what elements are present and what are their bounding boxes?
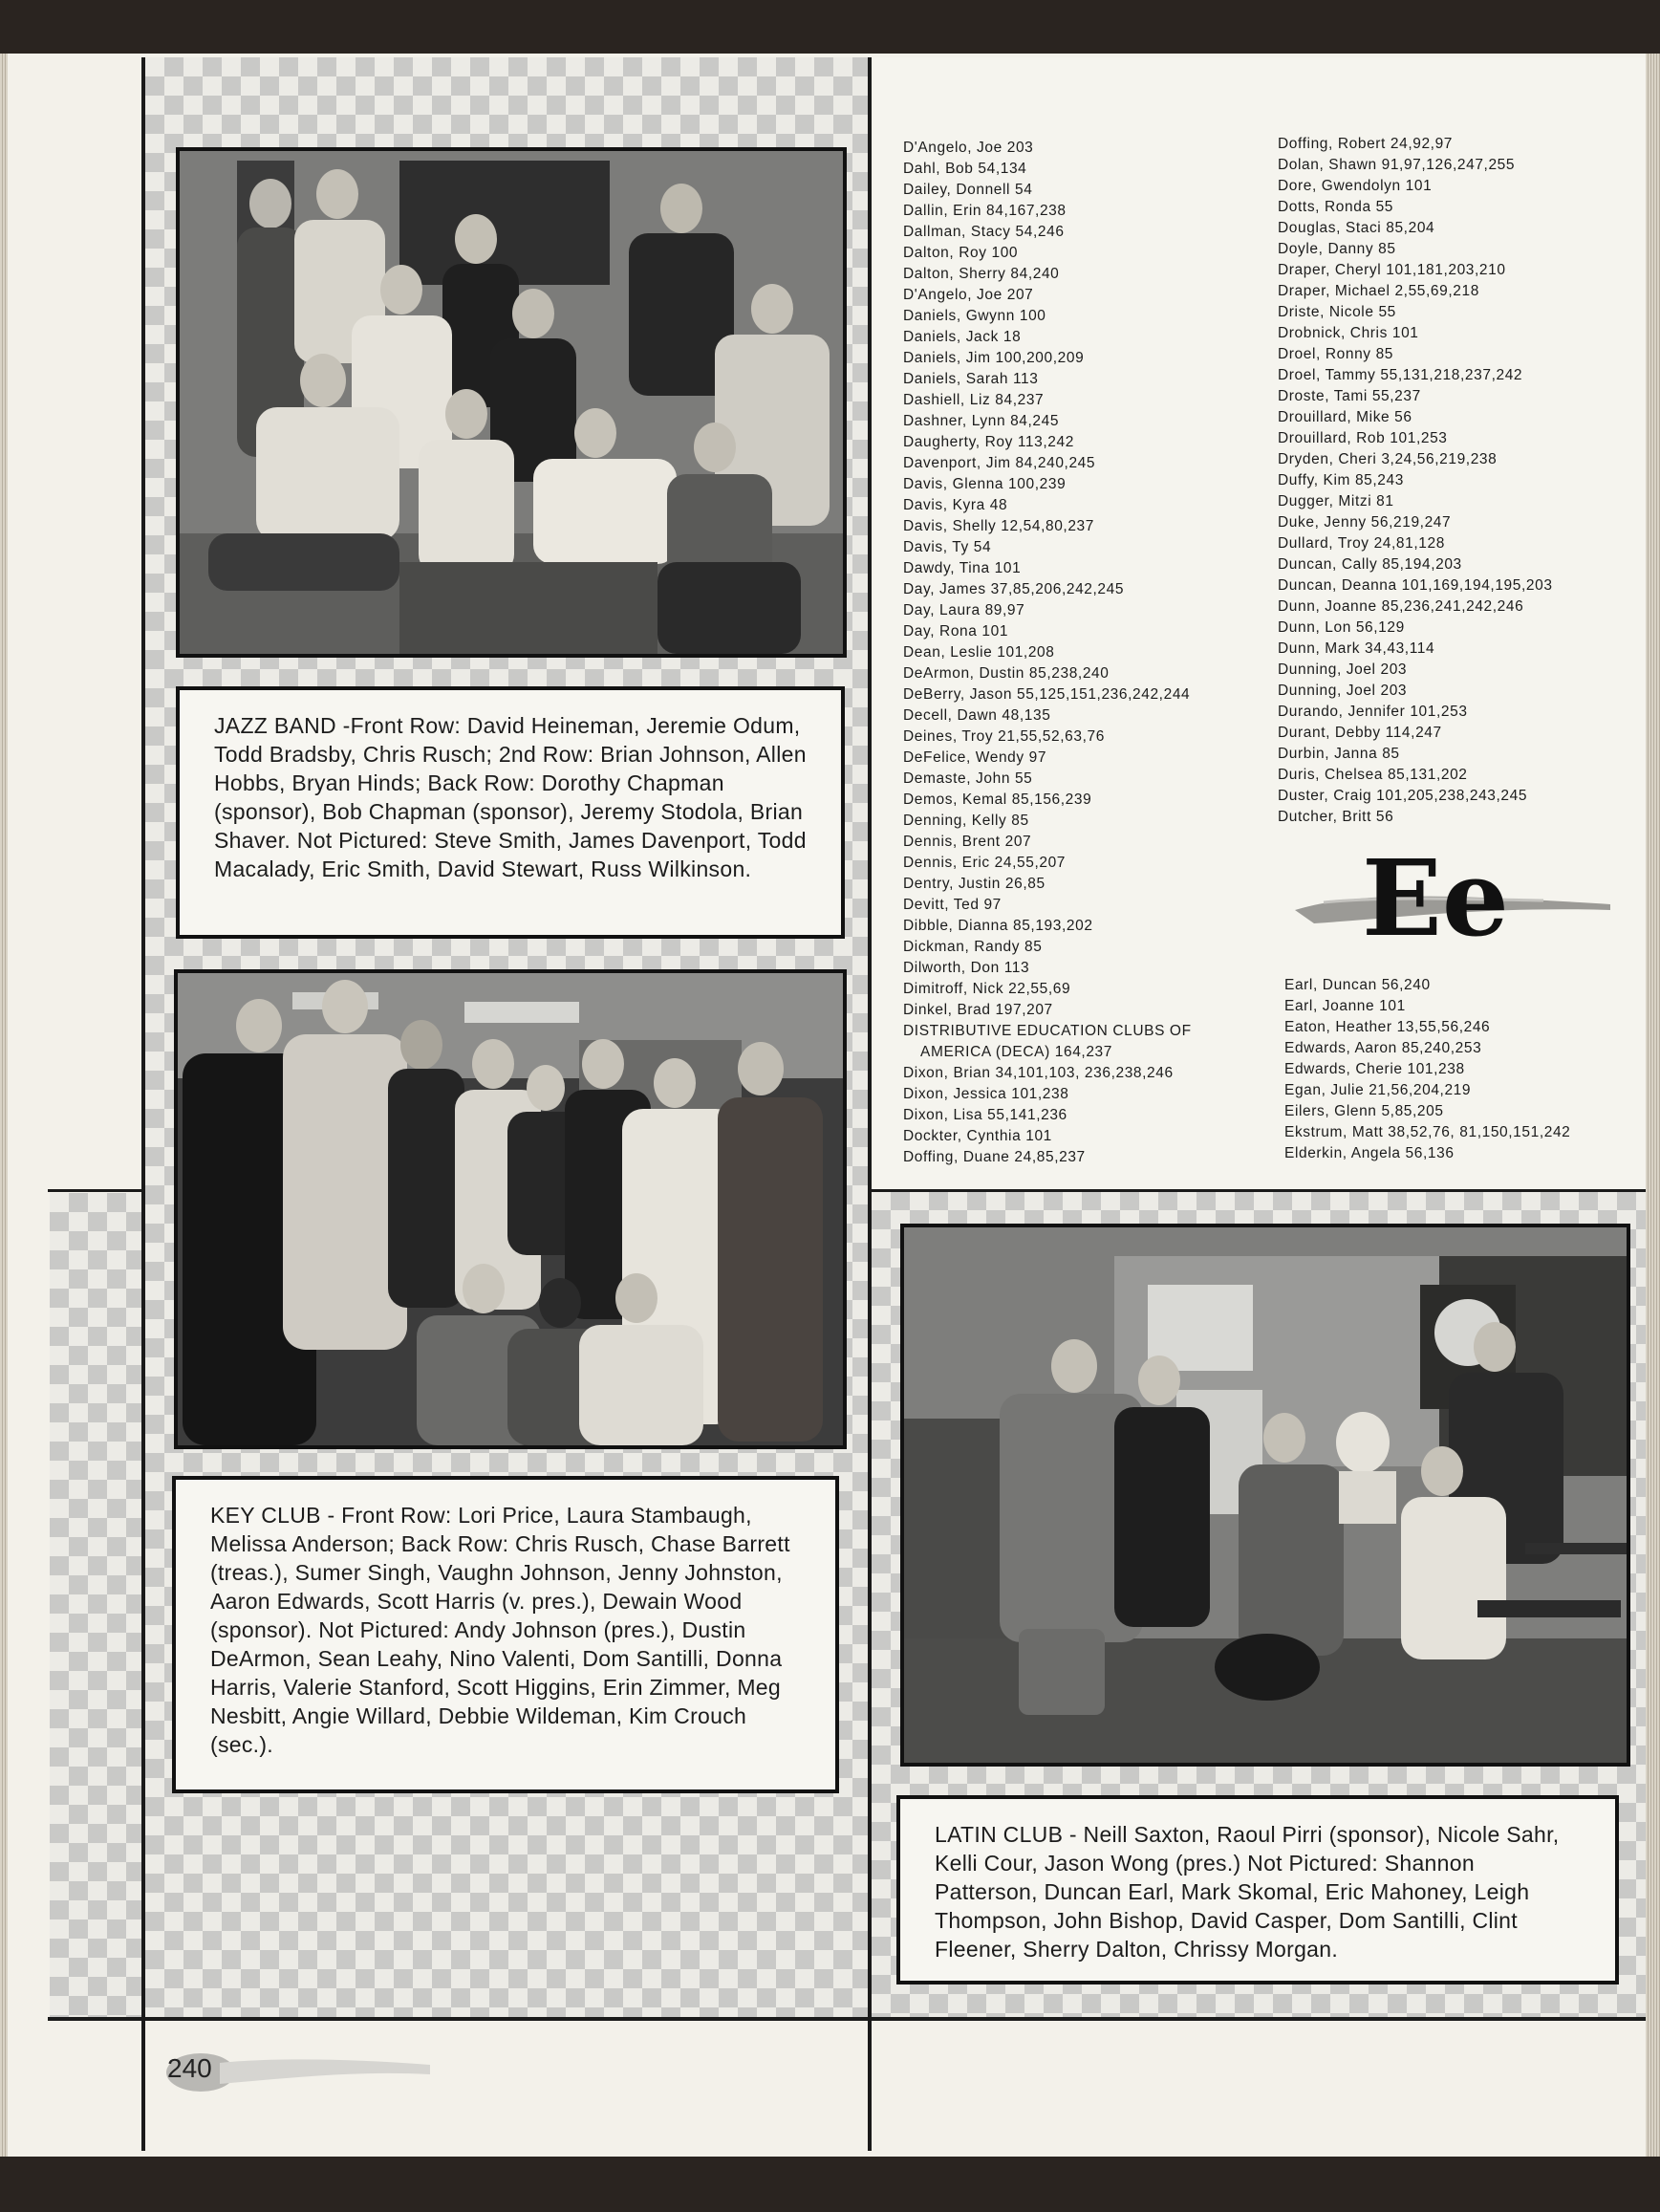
index-entry: Davis, Kyra 48 xyxy=(903,497,1008,513)
index-entry: Elderkin, Angela 56,136 xyxy=(1284,1145,1455,1161)
index-entry: Davenport, Jim 84,240,245 xyxy=(903,455,1096,471)
index-entry: Durando, Jennifer 101,253 xyxy=(1278,704,1468,720)
index-entry: Dean, Leslie 101,208 xyxy=(903,644,1055,661)
index-entry: Earl, Duncan 56,240 xyxy=(1284,977,1431,993)
index-entry: DeBerry, Jason 55,125,151,236,242,244 xyxy=(903,686,1191,703)
index-entry: Dore, Gwendolyn 101 xyxy=(1278,178,1433,194)
index-entry: Dailey, Donnell 54 xyxy=(903,182,1033,198)
index-entry: Edwards, Cherie 101,238 xyxy=(1284,1061,1465,1077)
key-club-caption-text: KEY CLUB - Front Row: Lori Price, Laura Stambaugh, Melissa Anderson; Back Row: Chris Rusch, Chase Barrett (treas.), Sumer Singh, Vaughn Johnson, Jenny Johnston, Aaron Edwards, Scott Harris (v. pres.), Dewain Wood (sponsor). Not Pictured: Andy Johnson (pres.), Dustin DeArmon, Sean Leahy, Nino Valenti, Dom Santilli, Donna Harris, Valerie Stanford, Scott Higgins, Erin Zimmer, Meg Nesbitt, Angie Willard, Debbie Wildeman, Kim Crouch (sec.). xyxy=(210,1503,790,1757)
page-edge-strip-right xyxy=(1646,54,1660,2157)
index-entry: Dotts, Ronda 55 xyxy=(1278,199,1394,215)
index-entry: D'Angelo, Joe 203 xyxy=(903,140,1034,156)
index-entry: Daniels, Gwynn 100 xyxy=(903,308,1046,324)
rule-left-short xyxy=(48,1189,143,1192)
index-entry: Droste, Tami 55,237 xyxy=(1278,388,1421,404)
index-entry: Dennis, Eric 24,55,207 xyxy=(903,855,1067,871)
index-entry: Denning, Kelly 85 xyxy=(903,813,1029,829)
index-entry: Ekstrum, Matt 38,52,76, 81,150,151,242 xyxy=(1284,1124,1571,1140)
index-entry: Dentry, Justin 26,85 xyxy=(903,876,1046,892)
index-entry: Droel, Ronny 85 xyxy=(1278,346,1394,362)
index-entry: Dalton, Sherry 84,240 xyxy=(903,266,1060,282)
index-entry: Daniels, Sarah 113 xyxy=(903,371,1039,387)
index-entry: Duffy, Kim 85,243 xyxy=(1278,472,1404,488)
index-column-2-e xyxy=(1284,975,1570,1164)
index-entry: Dennis, Brent 207 xyxy=(903,834,1032,850)
index-entry: Dalton, Roy 100 xyxy=(903,245,1019,261)
latin-club-caption xyxy=(896,1795,1619,1984)
index-entry: Dolan, Shawn 91,97,126,247,255 xyxy=(1278,157,1516,173)
index-column-1 xyxy=(903,138,1192,1168)
index-entry: Draper, Cheryl 101,181,203,210 xyxy=(1278,262,1506,278)
index-entry: Dahl, Bob 54,134 xyxy=(903,161,1027,177)
index-entry: Davis, Ty 54 xyxy=(903,539,992,555)
index-entry: Droel, Tammy 55,131,218,237,242 xyxy=(1278,367,1523,383)
index-entry: Day, James 37,85,206,242,245 xyxy=(903,581,1125,597)
checker-left-lower-margin xyxy=(50,1193,145,2017)
rule-center-vertical xyxy=(868,57,872,2151)
index-entry: Devitt, Ted 97 xyxy=(903,897,1002,913)
index-entry: Driste, Nicole 55 xyxy=(1278,304,1396,320)
letter-heading xyxy=(1295,836,1610,975)
latin-club-photo xyxy=(900,1224,1630,1767)
rule-bottom xyxy=(48,2017,1646,2021)
index-entry: Duncan, Deanna 101,169,194,195,203 xyxy=(1278,577,1553,594)
index-entry: Dutcher, Britt 56 xyxy=(1278,809,1394,825)
index-entry: Dashner, Lynn 84,245 xyxy=(903,413,1060,429)
index-entry: Dixon, Brian 34,101,103, 236,238,246 xyxy=(903,1065,1174,1081)
index-entry: Dibble, Dianna 85,193,202 xyxy=(903,918,1093,934)
index-entry: Dugger, Mitzi 81 xyxy=(1278,493,1394,510)
rule-left-vertical xyxy=(141,57,145,2151)
jazz-band-caption-text: JAZZ BAND -Front Row: David Heineman, Jeremie Odum, Todd Bradsby, Chris Rusch; 2nd Row: Brian Johnson, Allen Hobbs, Bryan Hinds; Back Row: Dorothy Chapman (sponsor), Bob Chapman (sponsor), Jeremy Stodola, Brian Shaver. Not Pictured: Steve Smith, James Davenport, Todd Macalady, Eric Smith, David Stewart, Russ Wilkinson. xyxy=(214,713,807,881)
index-entry: Duster, Craig 101,205,238,243,245 xyxy=(1278,788,1528,804)
index-entry: D'Angelo, Joe 207 xyxy=(903,287,1034,303)
index-entry: Durant, Debby 114,247 xyxy=(1278,725,1442,741)
index-entry: Durbin, Janna 85 xyxy=(1278,746,1400,762)
page-edge-strip xyxy=(0,54,8,2157)
page-number: 240 xyxy=(167,2053,212,2083)
index-entry: Davis, Glenna 100,239 xyxy=(903,476,1067,492)
index-entry: Douglas, Staci 85,204 xyxy=(1278,220,1435,236)
index-entry: Doyle, Danny 85 xyxy=(1278,241,1396,257)
index-entry: Dimitroff, Nick 22,55,69 xyxy=(903,981,1071,997)
index-entry: Dockter, Cynthia 101 xyxy=(903,1128,1052,1144)
index-entry: Dallman, Stacy 54,246 xyxy=(903,224,1065,240)
index-entry: Drouillard, Mike 56 xyxy=(1278,409,1412,425)
index-entry: Dinkel, Brad 197,207 xyxy=(903,1002,1053,1018)
index-entry: Daugherty, Roy 113,242 xyxy=(903,434,1074,450)
key-club-caption xyxy=(172,1476,839,1793)
index-entry: Daniels, Jim 100,200,209 xyxy=(903,350,1085,366)
index-entry: Dullard, Troy 24,81,128 xyxy=(1278,535,1445,552)
index-entry: Dryden, Cheri 3,24,56,219,238 xyxy=(1278,451,1498,467)
latin-club-caption-text: LATIN CLUB - Neill Saxton, Raoul Pirri (sponsor), Nicole Sahr, Kelli Cour, Jason Wong (pres.) Not Pictured: Shannon Patterson, Duncan Earl, Mark Skomal, Eric Mahoney, Leigh Thompson, John Bishop, David Casper, Dom Santilli, Clint Fleener, Sherry Dalton, Chrissy Morgan. xyxy=(935,1822,1560,1962)
letter-heading-text: Ee xyxy=(1362,836,1509,960)
index-entry-continuation: AMERICA (DECA) 164,237 xyxy=(920,1044,1112,1060)
index-entry: Decell, Dawn 48,135 xyxy=(903,707,1051,724)
rule-right-mid xyxy=(870,1189,1646,1192)
index-entry: Dunning, Joel 203 xyxy=(1278,661,1408,678)
index-entry: Eaton, Heather 13,55,56,246 xyxy=(1284,1019,1491,1035)
index-entry: Eilers, Glenn 5,85,205 xyxy=(1284,1103,1444,1119)
index-entry: DeFelice, Wendy 97 xyxy=(903,749,1047,766)
index-entry: Day, Rona 101 xyxy=(903,623,1009,640)
index-entry: Duris, Chelsea 85,131,202 xyxy=(1278,767,1468,783)
index-entry: Dunn, Lon 56,129 xyxy=(1278,619,1405,636)
index-entry: Egan, Julie 21,56,204,219 xyxy=(1284,1082,1472,1098)
index-entry: Dixon, Lisa 55,141,236 xyxy=(903,1107,1067,1123)
jazz-band-photo xyxy=(176,147,847,658)
index-entry: Dunn, Mark 34,43,114 xyxy=(1278,640,1435,657)
index-entry: Day, Laura 89,97 xyxy=(903,602,1025,618)
index-entry: Doffing, Robert 24,92,97 xyxy=(1278,136,1454,152)
index-entry: Drobnick, Chris 101 xyxy=(1278,325,1419,341)
index-entry: Dunning, Joel 203 xyxy=(1278,683,1408,699)
index-entry: Davis, Shelly 12,54,80,237 xyxy=(903,518,1094,534)
index-entry: Edwards, Aaron 85,240,253 xyxy=(1284,1040,1482,1056)
index-entry: Dashiell, Liz 84,237 xyxy=(903,392,1045,408)
index-column-2 xyxy=(1278,134,1553,828)
index-entry: Dickman, Randy 85 xyxy=(903,939,1043,955)
index-entry: Draper, Michael 2,55,69,218 xyxy=(1278,283,1479,299)
index-entry: Drouillard, Rob 101,253 xyxy=(1278,430,1448,446)
index-entry: Duke, Jenny 56,219,247 xyxy=(1278,514,1452,531)
index-entry: Dawdy, Tina 101 xyxy=(903,560,1022,576)
index-entry: Dixon, Jessica 101,238 xyxy=(903,1086,1069,1102)
index-entry: Dunn, Joanne 85,236,241,242,246 xyxy=(1278,598,1524,615)
jazz-band-caption xyxy=(176,686,845,939)
index-entry: Dallin, Erin 84,167,238 xyxy=(903,203,1067,219)
index-entry: Dilworth, Don 113 xyxy=(903,960,1030,976)
key-club-photo xyxy=(174,969,847,1449)
index-entry: Doffing, Duane 24,85,237 xyxy=(903,1149,1086,1165)
index-entry: DeArmon, Dustin 85,238,240 xyxy=(903,665,1110,682)
index-entry: Earl, Joanne 101 xyxy=(1284,998,1406,1014)
index-entry: Deines, Troy 21,55,52,63,76 xyxy=(903,728,1105,745)
index-entry: Daniels, Jack 18 xyxy=(903,329,1022,345)
index-entry: DISTRIBUTIVE EDUCATION CLUBS OF xyxy=(903,1023,1192,1039)
index-entry: Duncan, Cally 85,194,203 xyxy=(1278,556,1462,573)
index-entry: Demos, Kemal 85,156,239 xyxy=(903,792,1092,808)
index-entry: Demaste, John 55 xyxy=(903,770,1033,787)
